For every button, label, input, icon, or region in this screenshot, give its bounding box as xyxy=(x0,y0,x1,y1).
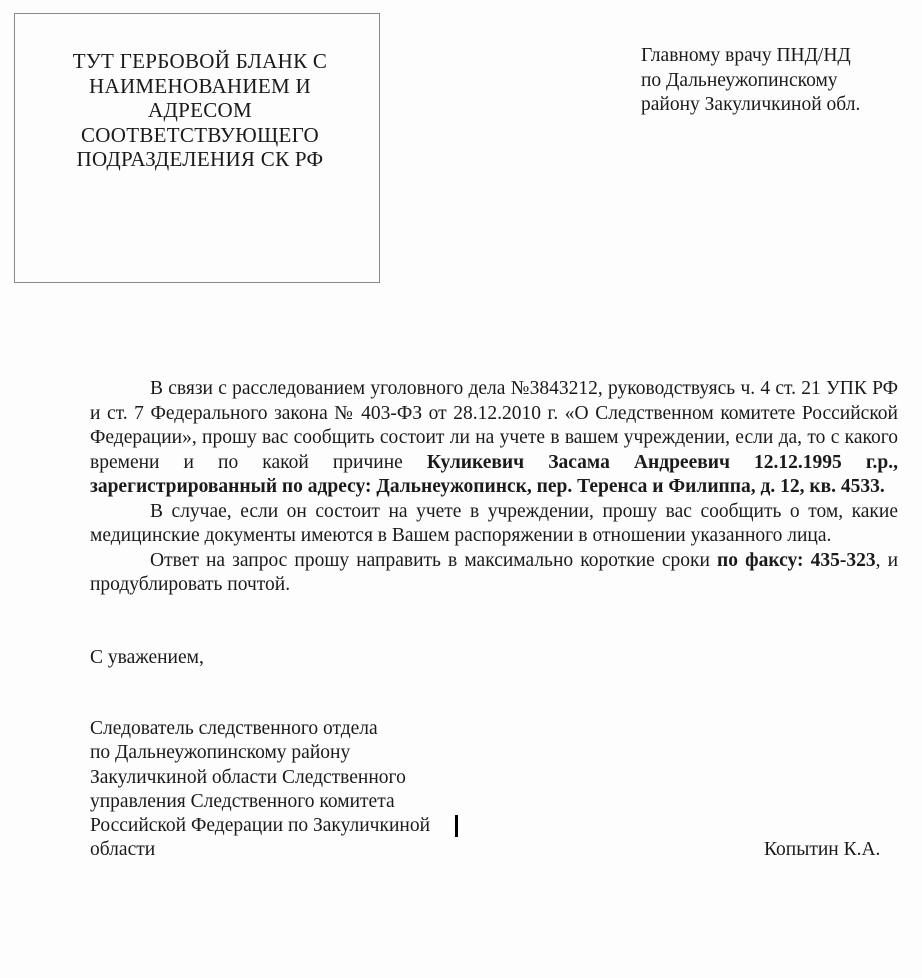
paragraph-request xyxy=(90,377,898,500)
letter-body xyxy=(90,377,898,598)
signature-line: управления Следственного комитета xyxy=(90,790,395,812)
text-cursor-mark xyxy=(455,815,458,837)
closing-salutation: С уважением, xyxy=(90,647,204,668)
paragraph-documents-text: В случае, если он состоит на учете в учреждении, прошу вас сообщить о том, какие медицинские документы имеются в Вашем распоряжении в отношении указанного лица. xyxy=(90,500,898,546)
signature-block xyxy=(90,717,470,863)
letterhead-line: НАИМЕНОВАНИЕМ И АДРЕСОМ xyxy=(89,73,311,122)
fax-number: по факсу: 435-323 xyxy=(717,549,876,571)
letterhead-line: ТУТ ГЕРБОВОЙ БЛАНК С xyxy=(72,49,328,73)
addressee-line: Главному врачу ПНД/НД xyxy=(641,45,851,66)
letterhead-line: ПОДРАЗДЕЛЕНИЯ СК РФ xyxy=(76,147,324,171)
paragraph-request-text: В связи с расследованием уголовного дела №3843212, руководствуясь ч. 4 ст. 21 УПК РФ и ст. 7 Федерального закона № 403-ФЗ от 28.12.2010 г. «О Следственном комитете Российской Федерации», прошу вас сообщить состоит ли на учете в вашем учреждении, если да, то с какого времени и по какой причине xyxy=(90,378,898,473)
paragraph-reply xyxy=(90,549,898,598)
signature-line: Следователь следственного отдела xyxy=(90,718,378,739)
addressee-block xyxy=(641,44,911,118)
addressee-line: по Дальнеужопинскому xyxy=(641,69,838,91)
letterhead-placeholder-text xyxy=(35,49,365,172)
signature-line: по Дальнеужопинскому району xyxy=(90,742,351,764)
paragraph-reply-tail: , и продублировать почтой. xyxy=(90,549,898,595)
subject-person-details: Куликевич Засама Андреевич 12.12.1995 г.р., зарегистрированный по адресу: Дальнеужопинск, пер. Теренса и Филиппа, д. 12, кв. 4533. xyxy=(90,451,898,497)
paragraph-documents xyxy=(90,500,898,549)
letterhead-line: СООТВЕТСТВУЮЩЕГО xyxy=(80,122,319,147)
addressee-line: району Закуличкиной обл. xyxy=(641,94,861,115)
signature-line: области xyxy=(90,839,156,861)
signature-line: Закуличкиной области Следственного xyxy=(90,766,406,788)
signer-name: Копытин К.А. xyxy=(764,839,881,860)
letterhead-placeholder-box xyxy=(14,13,380,283)
signature-line: Российской Федерации по Закуличкиной xyxy=(90,815,431,837)
paragraph-reply-text: Ответ на запрос прошу направить в максимально короткие сроки xyxy=(150,549,718,571)
